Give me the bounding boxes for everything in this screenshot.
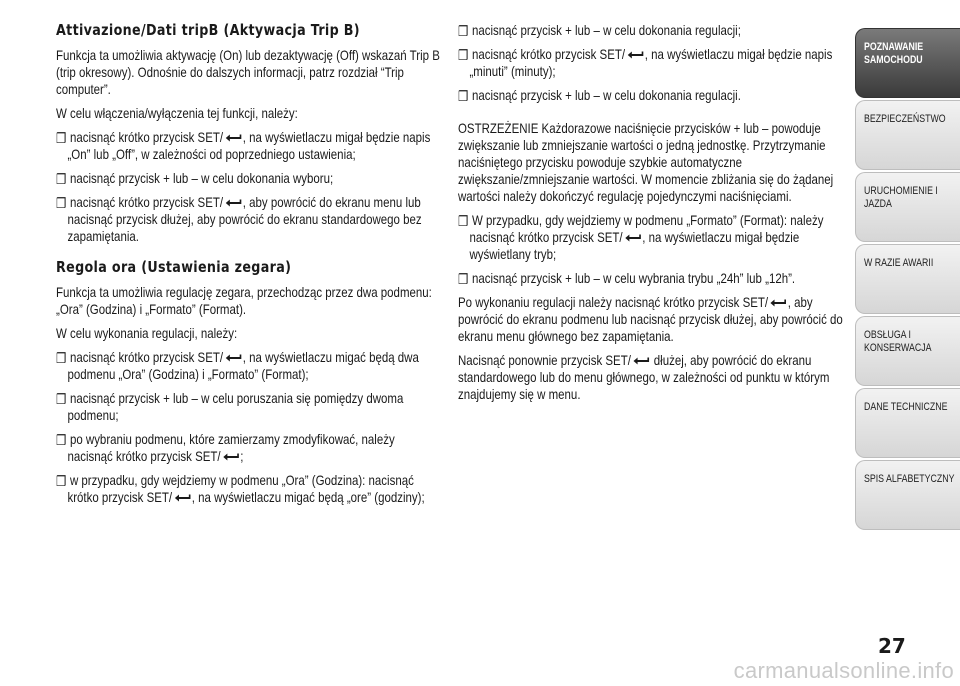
watermark: carmanualsonline.info: [733, 658, 954, 683]
list-item: ❒ nacisnąć przycisk + lub – w celu dokonania regulacji.: [458, 87, 741, 104]
paragraph: W celu włączenia/wyłączenia tej funkcji, należy:: [56, 105, 298, 121]
list-item: ❒ nacisnąć krótko przycisk SET/ , na wyświetlaczu migać będą dwa podmenu „Ora” (Godzina) i „Formato” (Format);: [56, 349, 419, 382]
list-item: ❒ nacisnąć przycisk + lub – w celu poruszania się pomiędzy dwoma podmenu;: [56, 390, 404, 423]
bullet-box-icon: ❒: [458, 213, 469, 229]
bullet-box-icon: ❒: [458, 88, 469, 104]
paragraph: Po wykonaniu regulacji należy nacisnąć krótko przycisk SET/ , aby powrócić do ekranu podmenu lub nacisnąć przycisk dłużej, aby powrócić do ekranu menu głównego bez zapamiętania.: [458, 294, 843, 344]
list-item: ❒ nacisnąć krótko przycisk SET/ , na wyświetlaczu migał będzie napis „On” lub „Off”, w zależności od poprzedniego ustawienia;: [56, 129, 431, 162]
page-number: 27: [878, 634, 906, 658]
bullet-box-icon: ❒: [458, 47, 469, 63]
warning-paragraph: OSTRZEŻENIE Każdorazowe naciśnięcie przycisków + lub – powoduje zwiększanie lub zmniejszanie wartości o jedną jednostkę. Przytrzymanie naciśniętego przycisku powoduje szybkie automatyczne zwiększanie/zmniejszanie wartości. W momencie zbliżania się do żądanej wartości należy dokończyć regulację pojedynczymi naciśnięciami.: [458, 120, 834, 204]
list-item: ❒ nacisnąć przycisk + lub – w celu dokonania wyboru;: [56, 170, 334, 187]
bullet-box-icon: ❒: [56, 195, 67, 211]
paragraph: Funkcja ta umożliwia regulację zegara, przechodząc przez dwa podmenu: „Ora” (Godzina) i „Formato” (Format).: [56, 284, 432, 317]
return-arrow-icon: [631, 356, 651, 366]
tab-obsluga-i-konserwacja[interactable]: OBSŁUGA I KONSERWACJA: [855, 316, 960, 386]
list-item: ❒ nacisnąć przycisk + lub – w celu dokonania regulacji;: [458, 22, 741, 39]
paragraph: Funkcja ta umożliwia aktywację (On) lub dezaktywację (Off) wskazań Trip B (trip okresowy). Odnośnie do dalszych informacji, patrz rozdział “Trip computer”.: [56, 47, 440, 97]
right-column: [458, 22, 846, 410]
bullet-box-icon: ❒: [56, 432, 67, 448]
bullet-box-icon: ❒: [458, 23, 469, 39]
tab-spis-alfabetyczny[interactable]: SPIS ALFABETYCZNY: [855, 460, 960, 530]
return-arrow-icon: [625, 50, 645, 60]
return-arrow-icon: [172, 493, 192, 503]
return-arrow-icon: [221, 452, 241, 462]
tab-bezpieczenstwo[interactable]: BEZPIECZEŃSTWO: [855, 100, 960, 170]
bullet-box-icon: ❒: [56, 350, 67, 366]
tab-poznawanie-samochodu[interactable]: POZNAWANIE SAMOCHODU: [855, 28, 960, 98]
return-arrow-icon: [623, 233, 643, 243]
list-item: ❒ w przypadku, gdy wejdziemy w podmenu „Ora” (Godzina): nacisnąć krótko przycisk SET/ , na wyświetlaczu migać będą „ore” (godziny);: [56, 472, 425, 505]
list-item: ❒ nacisnąć krótko przycisk SET/ , aby powrócić do ekranu menu lub nacisnąć przycisk dłużej, aby powrócić do ekranu standardowego bez zapamiętania.: [56, 194, 422, 244]
list-item: ❒ nacisnąć krótko przycisk SET/ , na wyświetlaczu migał będzie napis „minuti” (minuty);: [458, 46, 833, 79]
return-arrow-icon: [223, 133, 243, 143]
return-arrow-icon: [223, 198, 243, 208]
paragraph: Nacisnąć ponownie przycisk SET/ dłużej, aby powrócić do ekranu standardowego lub do menu głównego, w zależności od punktu w którym znajdujemy się w menu.: [458, 352, 830, 402]
bullet-box-icon: ❒: [458, 271, 469, 287]
return-arrow-icon: [768, 298, 788, 308]
list-item: ❒ nacisnąć przycisk + lub – w celu wybrania trybu „24h” lub „12h”.: [458, 270, 796, 287]
bullet-box-icon: ❒: [56, 391, 67, 407]
paragraph: W celu wykonania regulacji, należy:: [56, 325, 238, 341]
tab-dane-techniczne[interactable]: DANE TECHNICZNE: [855, 388, 960, 458]
list-item: ❒ po wybraniu podmenu, które zamierzamy zmodyfikować, należy nacisnąć krótko przycisk SET/ ;: [56, 431, 395, 464]
bullet-box-icon: ❒: [56, 473, 67, 489]
section-heading-trip-b: Attivazione/Dati tripB (Aktywacja Trip B): [56, 21, 360, 39]
tab-uruchomienie-i-jazda[interactable]: URUCHOMIENIE I JAZDA: [855, 172, 960, 242]
bullet-box-icon: ❒: [56, 130, 67, 146]
chapter-tabs: [855, 28, 960, 532]
left-column: [56, 22, 440, 513]
list-item: ❒ W przypadku, gdy wejdziemy w podmenu „Formato” (Format): należy nacisnąć krótko przycisk SET/ , na wyświetlaczu migał będzie wyświetlany tryb;: [458, 212, 824, 262]
bullet-box-icon: ❒: [56, 171, 67, 187]
section-heading-clock: Regola ora (Ustawienia zegara): [56, 258, 292, 276]
return-arrow-icon: [223, 353, 243, 363]
tab-w-razie-awarii[interactable]: W RAZIE AWARII: [855, 244, 960, 314]
